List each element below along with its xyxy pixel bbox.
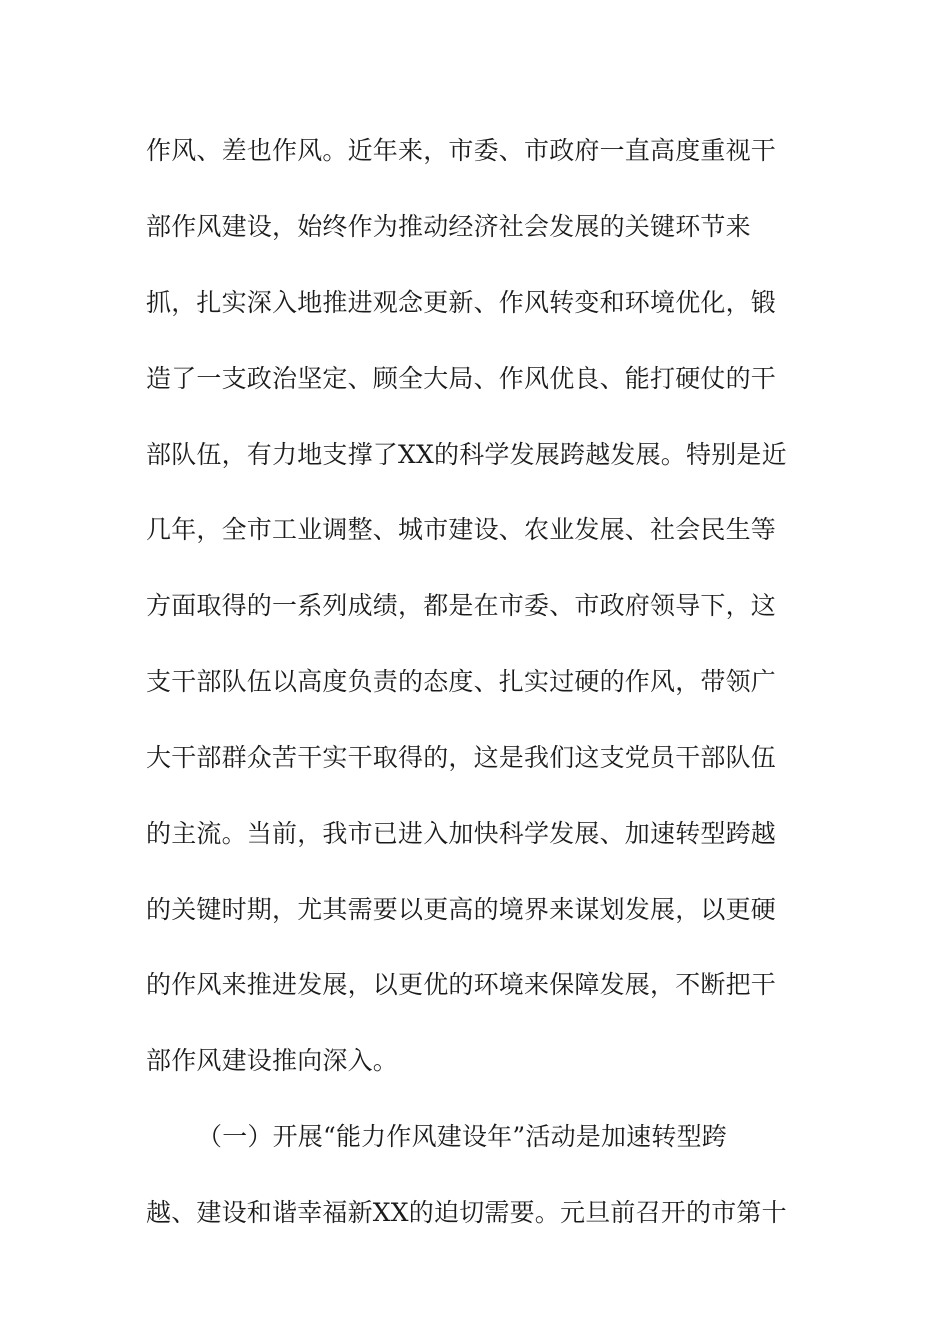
text-line: 作风、差也作风。近年来，市委、市政府一直高度重视干 (146, 136, 777, 165)
section-heading-line: （一）开展“能力作风建设年”活动是加速转型跨 (197, 1122, 727, 1151)
text-line: 的主流。当前，我市已进入加快科学发展、加速转型跨越 (146, 819, 777, 848)
text-line: 造了一支政治坚定、顾全大局、作风优良、能打硬仗的干 (146, 364, 777, 393)
text-line: 越、建设和谐幸福新XX的迫切需要。元旦前召开的市第十 (146, 1198, 787, 1227)
text-line: 部队伍，有力地支撑了XX的科学发展跨越发展。特别是近 (146, 440, 787, 469)
text-line: 支干部队伍以高度负责的态度、扎实过硬的作风，带领广 (146, 667, 777, 696)
text-line: 方面取得的一系列成绩，都是在市委、市政府领导下，这 (146, 591, 777, 620)
text-line: 的关键时期，尤其需要以更高的境界来谋划发展，以更硬 (146, 895, 777, 924)
text-line: 部作风建设推向深入。 (146, 1046, 399, 1075)
text-line: 抓，扎实深入地推进观念更新、作风转变和环境优化，锻 (146, 288, 777, 317)
text-line: 部作风建设，始终作为推动经济社会发展的关键环节来 (146, 212, 751, 241)
text-line: 的作风来推进发展，以更优的环境来保障发展，不断把干 (146, 970, 777, 999)
text-line: 大干部群众苦干实干取得的，这是我们这支党员干部队伍 (146, 743, 777, 772)
text-line: 几年，全市工业调整、城市建设、农业发展、社会民生等 (146, 515, 777, 544)
